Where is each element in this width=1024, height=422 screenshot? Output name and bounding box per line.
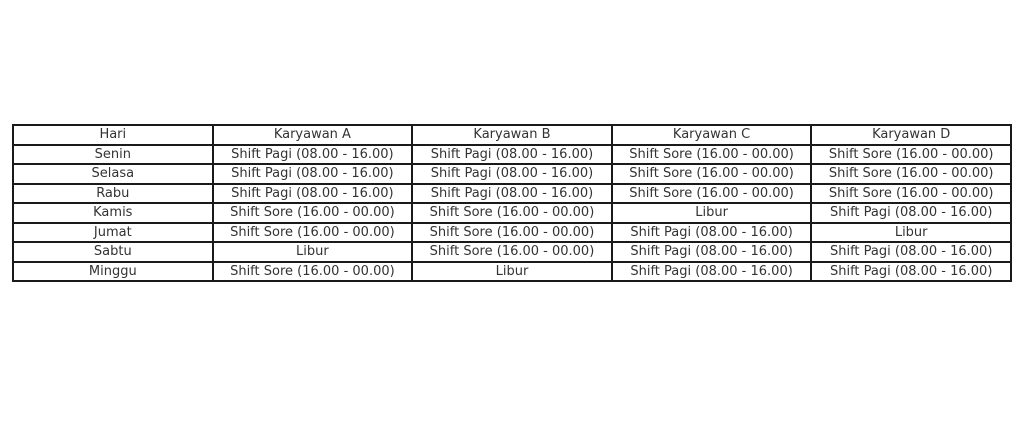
shift-cell: Shift Pagi (08.00 - 16.00) <box>612 242 812 262</box>
shift-cell: Shift Sore (16.00 - 00.00) <box>612 145 812 165</box>
day-cell: Sabtu <box>13 242 213 262</box>
table-header <box>13 125 1011 145</box>
header-cell-karyawan-a: Karyawan A <box>213 125 413 145</box>
shift-cell: Libur <box>811 223 1011 243</box>
day-cell: Kamis <box>13 203 213 223</box>
shift-cell: Shift Sore (16.00 - 00.00) <box>213 203 413 223</box>
shift-cell: Shift Sore (16.00 - 00.00) <box>811 164 1011 184</box>
shift-cell: Shift Pagi (08.00 - 16.00) <box>811 203 1011 223</box>
shift-cell: Shift Sore (16.00 - 00.00) <box>412 242 612 262</box>
shift-cell: Shift Pagi (08.00 - 16.00) <box>811 262 1011 282</box>
table-row <box>13 242 1011 262</box>
table-row <box>13 164 1011 184</box>
shift-cell: Shift Pagi (08.00 - 16.00) <box>213 184 413 204</box>
shift-cell: Libur <box>412 262 612 282</box>
shift-cell: Shift Sore (16.00 - 00.00) <box>213 262 413 282</box>
shift-cell: Shift Sore (16.00 - 00.00) <box>612 164 812 184</box>
shift-cell: Shift Pagi (08.00 - 16.00) <box>213 164 413 184</box>
shift-cell: Shift Sore (16.00 - 00.00) <box>811 145 1011 165</box>
header-row <box>13 125 1011 145</box>
shift-cell: Shift Sore (16.00 - 00.00) <box>811 184 1011 204</box>
shift-cell: Libur <box>213 242 413 262</box>
table-body <box>13 145 1011 282</box>
shift-cell: Libur <box>612 203 812 223</box>
day-cell: Selasa <box>13 164 213 184</box>
shift-cell: Shift Pagi (08.00 - 16.00) <box>612 262 812 282</box>
shift-cell: Shift Sore (16.00 - 00.00) <box>412 223 612 243</box>
day-cell: Rabu <box>13 184 213 204</box>
shift-cell: Shift Pagi (08.00 - 16.00) <box>612 223 812 243</box>
shift-cell: Shift Sore (16.00 - 00.00) <box>213 223 413 243</box>
table-row <box>13 262 1011 282</box>
header-cell-karyawan-b: Karyawan B <box>412 125 612 145</box>
shift-cell: Shift Sore (16.00 - 00.00) <box>412 203 612 223</box>
shift-cell: Shift Pagi (08.00 - 16.00) <box>412 184 612 204</box>
shift-cell: Shift Sore (16.00 - 00.00) <box>612 184 812 204</box>
day-cell: Jumat <box>13 223 213 243</box>
header-cell-hari: Hari <box>13 125 213 145</box>
table-row <box>13 184 1011 204</box>
shift-cell: Shift Pagi (08.00 - 16.00) <box>213 145 413 165</box>
table-row <box>13 203 1011 223</box>
shift-cell: Shift Pagi (08.00 - 16.00) <box>412 164 612 184</box>
table-row <box>13 223 1011 243</box>
table-row <box>13 145 1011 165</box>
day-cell: Minggu <box>13 262 213 282</box>
shift-cell: Shift Pagi (08.00 - 16.00) <box>412 145 612 165</box>
header-cell-karyawan-c: Karyawan C <box>612 125 812 145</box>
header-cell-karyawan-d: Karyawan D <box>811 125 1011 145</box>
shift-cell: Shift Pagi (08.00 - 16.00) <box>811 242 1011 262</box>
shift-schedule-table <box>12 124 1012 282</box>
day-cell: Senin <box>13 145 213 165</box>
